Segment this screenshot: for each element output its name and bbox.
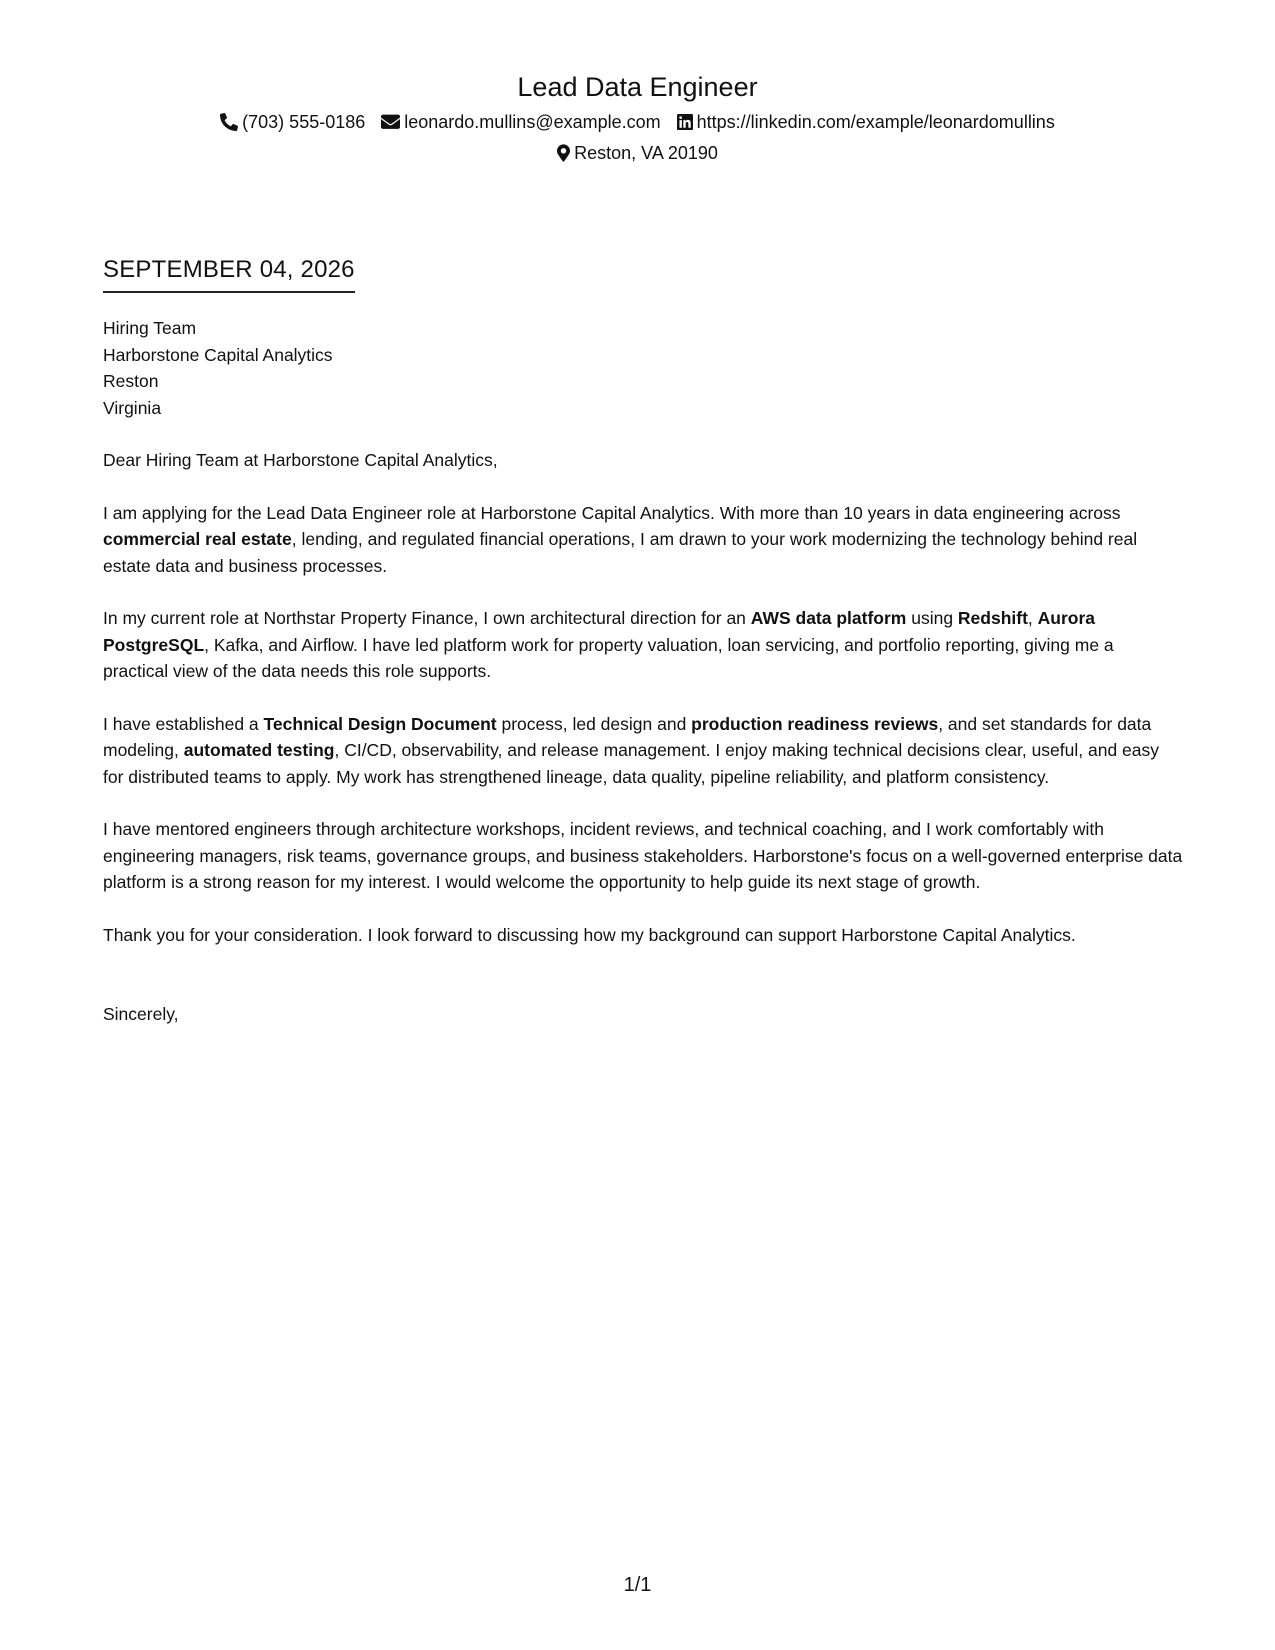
linkedin-url[interactable]: https://linkedin.com/example/leonardomullins	[696, 112, 1055, 132]
paragraph-3	[103, 711, 1183, 791]
text-run: using	[906, 608, 958, 628]
phone-number: (703) 555-0186	[242, 112, 366, 132]
map-marker-icon	[557, 144, 570, 162]
text-run: I have established a	[103, 713, 264, 734]
bold-run: AWS data platform	[750, 608, 907, 628]
letter-header	[0, 70, 1275, 165]
page-number: 1/1	[623, 1574, 652, 1596]
text-run: I am applying for the Lead Data Engineer role at Harborstone Capital Analytics. With more than 10 years in data engineering across	[103, 502, 1121, 523]
contact-linkedin[interactable]	[677, 110, 1055, 134]
text-run: ,	[1027, 608, 1038, 628]
contact-email[interactable]	[381, 110, 660, 134]
recipient-city: Reston	[103, 371, 159, 391]
text-run: , lending, and regulated financial operations, I am drawn to your work modernizing the technology behind real estate data and business processes.	[103, 529, 1138, 576]
date-text: SEPTEMBER 04, 2026	[103, 255, 355, 293]
text-run: , Kafka, and Airflow. I have led platform work for property valuation, loan servicing, and portfolio reporting, giving me a practical view of the data needs this role supports.	[103, 634, 1114, 681]
location-text: Reston, VA 20190	[574, 143, 718, 163]
page-title: Lead Data Engineer	[517, 72, 758, 102]
text-run: process, led design and	[496, 713, 692, 734]
location-line	[0, 141, 1275, 165]
closing: Sincerely,	[103, 1004, 179, 1024]
contact-line	[0, 110, 1275, 134]
text-run: In my current role at Northstar Property Finance, I own architectural direction for an	[103, 608, 751, 628]
bold-run: automated testing	[183, 740, 335, 760]
recipient-state: Virginia	[103, 397, 162, 418]
contact-phone	[220, 110, 365, 134]
text-run: , and set standards for data modeling,	[103, 713, 1152, 760]
text-run: , CI/CD, observability, and release management. I enjoy making technical decisions clear, useful, and easy for distributed teams to apply. My work has strengthened lineage, data quality, pipeline reliability, and platform consistency.	[103, 740, 1160, 787]
bold-run: Redshift	[957, 608, 1028, 628]
paragraph-4: I have mentored engineers through architecture workshops, incident reviews, and technical coaching, and I work comfortably with engineering managers, risk teams, governance groups, and business stakeholders. Harborstone's focus on a well-governed enterprise data platform is a strong reason for my interest. I would welcome the opportunity to help guide its next stage of growth.	[103, 819, 1183, 892]
email-address[interactable]: leonardo.mullins@example.com	[404, 112, 661, 132]
bold-run: production readiness reviews	[691, 713, 939, 734]
recipient-line: Hiring Team	[103, 318, 197, 338]
paragraph-1	[103, 500, 1183, 580]
letter-date	[103, 255, 355, 293]
letter-body	[103, 315, 1183, 1028]
bold-run: commercial real estate	[103, 529, 292, 549]
bold-run: Technical Design Document	[263, 713, 497, 734]
salutation: Dear Hiring Team at Harborstone Capital Analytics,	[103, 450, 498, 470]
phone-icon	[220, 113, 238, 131]
recipient-block	[103, 315, 1183, 421]
envelope-icon	[381, 114, 400, 130]
linkedin-icon	[677, 114, 693, 130]
recipient-company: Harborstone Capital Analytics	[103, 344, 333, 365]
paragraph-2	[103, 605, 1183, 685]
paragraph-5: Thank you for your consideration. I look forward to discussing how my background can support Harborstone Capital Analytics.	[103, 924, 1076, 945]
bold-run: Aurora PostgreSQL	[103, 608, 1096, 655]
contact-location	[557, 141, 718, 165]
